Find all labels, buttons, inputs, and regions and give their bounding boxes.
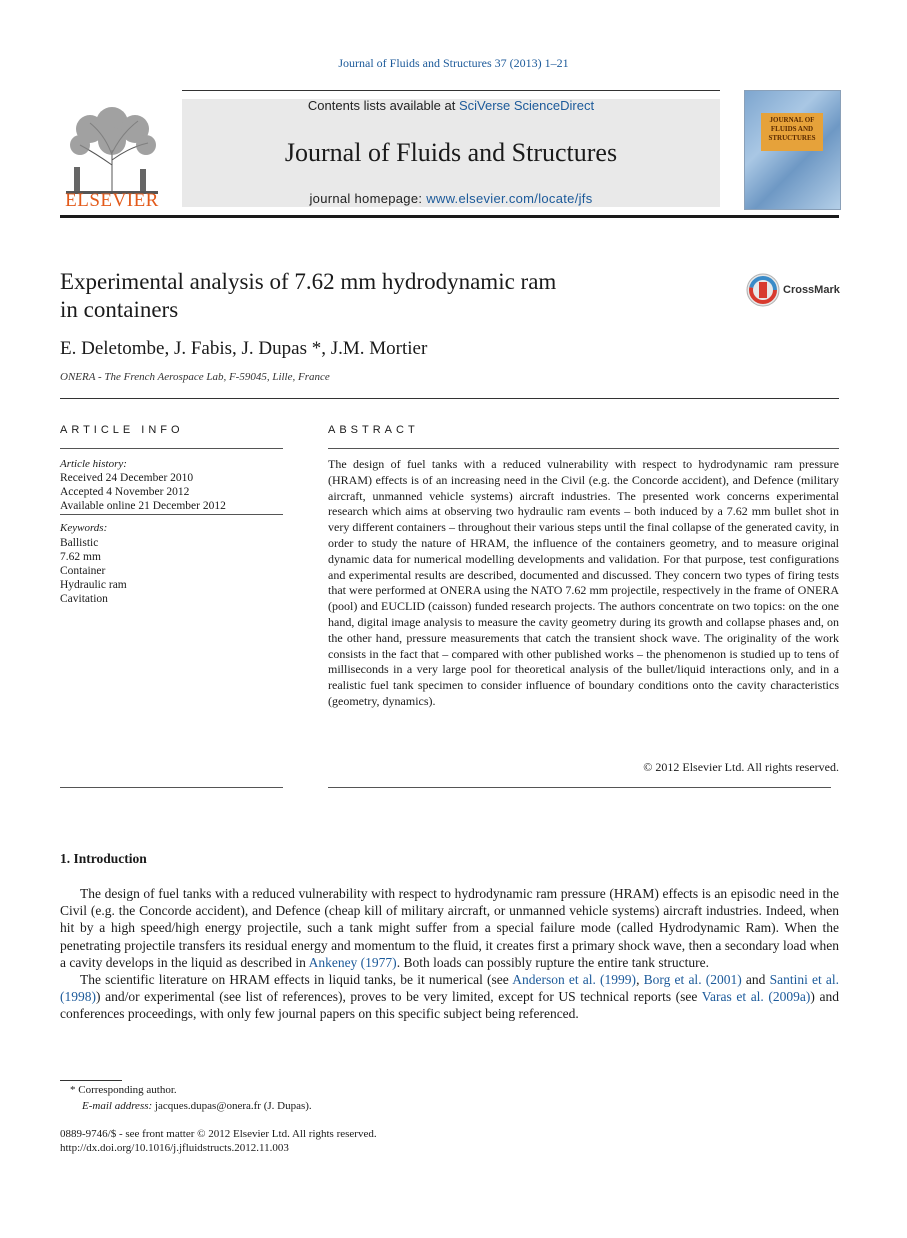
journal-title: Journal of Fluids and Structures [284,138,618,167]
intro-p2-separator: , [636,972,644,988]
intro-p1-text-a: The design of fuel tanks with a reduced vulnerability with respect to hydrodynamic ram pressure (HRAM) effects is an episodic need in the Civil (e.g. the Concorde accident), and Defence (cheap kill of military aircraft, or unmanned vehicle systems) aircraft industries. Indeed, when hit by a high speed/high energy projectile, such a tank might suffer from a special failure mode (called Hydrodynamic Ram). When the penetrating projectile transfers its residual energy and momentum to the fluid, it creates first a primary shock wave, then a secondary load when a cavity develops in the liquid as described in [60,886,839,970]
introduction-body [60,885,839,1023]
doi-link[interactable]: http://dx.doi.org/10.1016/j.jfluidstructs.2012.11.003 [60,1142,289,1154]
email-label: E-mail address: [82,1100,155,1112]
intro-p2-text-d: ) and conferences proceedings, with only few journal papers on this specific subject being referenced. [60,989,839,1022]
intro-p2-text-a: The scientific literature on HRAM effects in liquid tanks, be it numerical (see [80,972,513,988]
journal-homepage-line [182,191,720,206]
title-block-rule [60,398,839,399]
citation-ankeney-1977[interactable]: Ankeney (1977) [308,954,397,970]
abstract-text: The design of fuel tanks with a reduced vulnerability with respect to hydrodynamic ram pressure (HRAM) effects is of an increasing need in the Civil (e.g. the Concorde accident), and Defence (military aircraft, unmanned vehicle systems) aircraft industries. The presented work concerns experimental research which aims at observing two hydraulic ram events – both induced by a 7.62 mm bullet shot in very different containers – throughout their various steps until the final collapse of the generated cavity, in order to study the nature of HRAM, the influence of the containers geometry, and to measure original dynamic data for numerical modelling developments and validation. For that purpose, test configurations and experimental results are described, documented and discussed. They concern two types of firing tests that were performed at ONERA using the NATO 7.62 mm projectile, respectively in the frame of ONERA (pool) and EUCLID (caisson) funded research projects. The authors concentrate on two topics: on the one hand, digital image analysis to measure the cavity geometry during its growth and collapse phases and, on the other hand, pressure measurements that catch the transient shock wave. The originality of the work consists in the fact that – compared with other published works – the phenomenon is studied up to tens of milliseconds in a very large pool for theoretical analysis of the bullet/liquid interactions only, and in a realistic fuel tank specimen to consider influence of boundary conditions onto the cavity characteristics (geometry, dynamics). [328,457,839,708]
article-title-line-1: Experimental analysis of 7.62 mm hydrodynamic ram [60,269,557,294]
history-accepted: Accepted 4 November 2012 [60,486,190,498]
homepage-link[interactable]: www.elsevier.com/locate/jfs [426,191,593,206]
keywords-label: Keywords: [60,522,108,534]
keyword-item: Cavitation [60,593,108,605]
journal-cover-thumbnail[interactable] [744,90,841,210]
header-top-rule [182,90,720,91]
sciencedirect-link[interactable]: SciVerse ScienceDirect [458,98,595,113]
keyword-item: Container [60,565,106,577]
intro-p2-text-c: ) and/or experimental (see list of references), proves to be very limited, except for US technical reports (see [96,989,702,1005]
article-title-line-2: in containers [60,297,179,322]
article-info-heading: ARTICLE INFO [60,424,184,436]
article-title [60,268,700,324]
contents-available-line [182,98,720,113]
intro-paragraph-2 [60,971,839,1023]
email-note [82,1100,312,1112]
abstract-bottom-rule [328,787,831,788]
article-history-rule [60,514,283,515]
journal-reference[interactable]: Journal of Fluids and Structures 37 (2013) 1–21 [338,56,569,70]
corresponding-author-note: * Corresponding author. [70,1084,177,1096]
affiliation: ONERA - The French Aerospace Lab, F-59045, Lille, France [60,371,330,383]
keywords-list [60,536,127,606]
intro-p1-text-b: . Both loads can possibly rupture the entire tank structure. [396,954,709,970]
keyword-item: 7.62 mm [60,551,101,563]
citation-varas-2009a[interactable]: Varas et al. (2009a) [701,989,811,1005]
abstract-copyright: © 2012 Elsevier Ltd. All rights reserved. [643,760,839,774]
author-list: E. Deletombe, J. Fabis, J. Dupas *, J.M. Mortier [60,338,428,359]
history-received: Received 24 December 2010 [60,472,194,484]
front-matter-block [60,1127,377,1155]
abstract-heading: ABSTRACT [328,424,419,436]
citation-anderson-1999[interactable]: Anderson et al. (1999) [512,972,637,988]
intro-p2-text-b: and [741,972,770,988]
article-history-label: Article history: [60,458,127,470]
contents-prefix: Contents lists available at [307,98,459,113]
crossmark-badge[interactable] [745,272,865,308]
publisher-name: ELSEVIER [65,190,159,211]
email-address[interactable]: jacques.dupas@onera.fr (J. Dupas). [154,1100,312,1112]
keyword-item: Ballistic [60,537,99,549]
intro-paragraph-1 [60,885,839,971]
homepage-prefix: journal homepage: [309,191,427,206]
cover-title-label: JOURNAL OF FLUIDS AND STRUCTURES [761,113,823,151]
abstract-rule [328,448,839,449]
article-info-bottom-rule [60,787,283,788]
citation-borg-2001[interactable]: Borg et al. (2001) [643,972,742,988]
citation-santini-1998[interactable]: Santini et al. (1998) [60,972,840,1005]
header-thick-rule [60,215,839,218]
history-available-online: Available online 21 December 2012 [60,500,226,512]
crossmark-icon [745,272,781,308]
footnote-rule [60,1080,122,1081]
article-info-rule [60,448,283,449]
front-matter-line: 0889-9746/$ - see front matter © 2012 Elsevier Ltd. All rights reserved. [60,1128,377,1140]
keyword-item: Hydraulic ram [60,579,127,591]
article-history-list [60,471,226,513]
section-heading-introduction: 1. Introduction [60,851,147,866]
crossmark-label: CrossMark [783,284,840,296]
